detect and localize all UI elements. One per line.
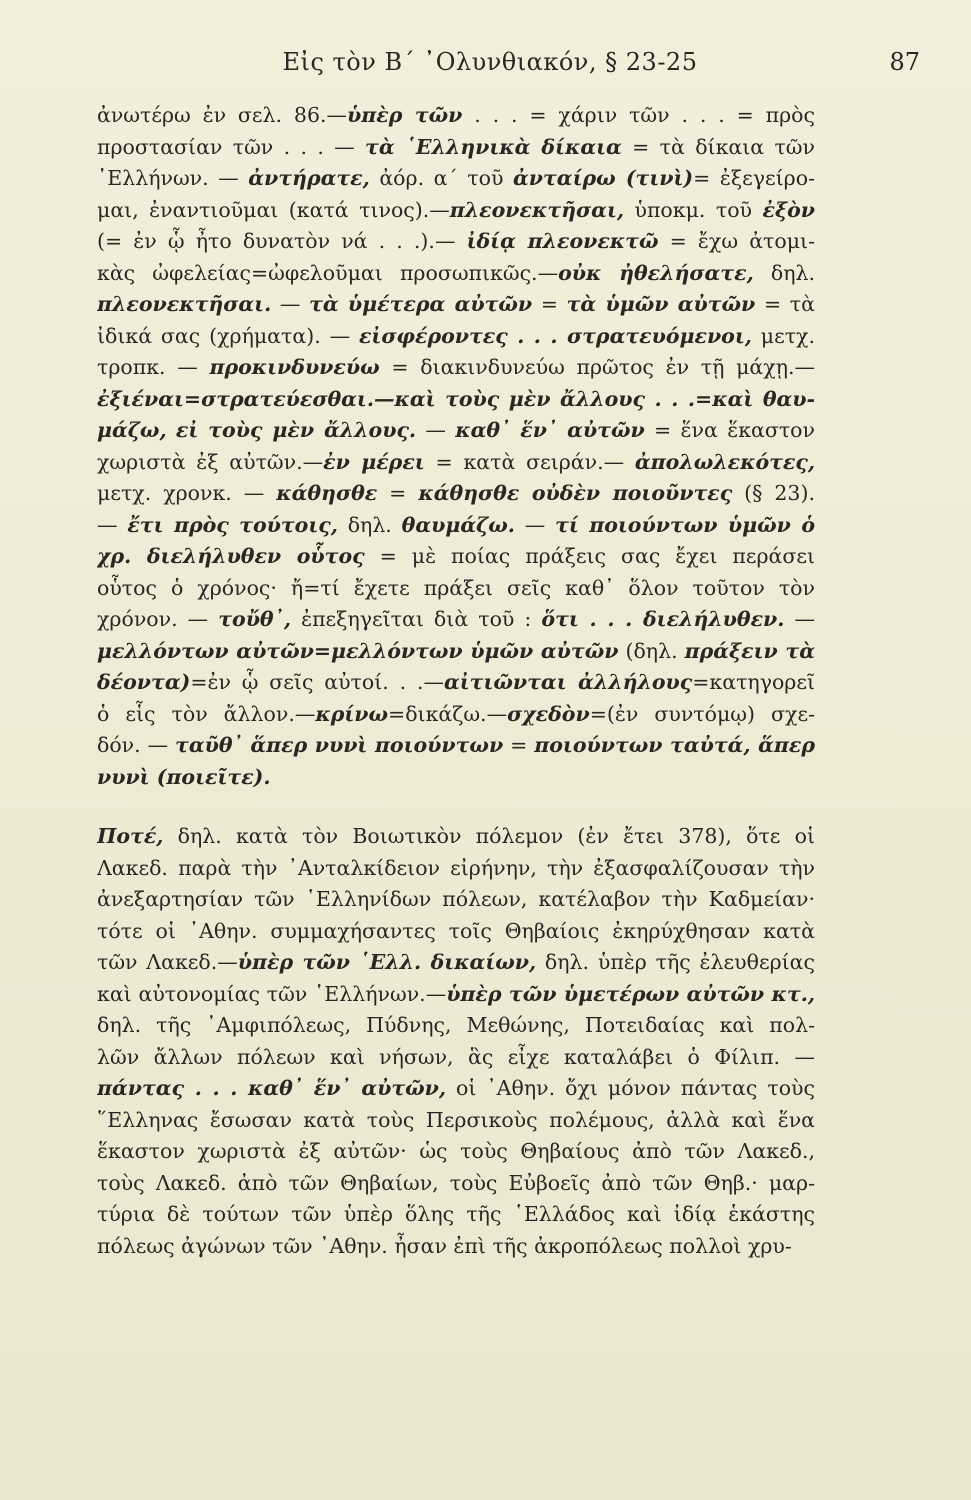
text-line: [97, 636, 815, 668]
lemma: αἰτιῶνται ἀλλήλους: [443, 670, 693, 694]
gloss: δηλ. ὑπὲρ τῆς ἐλευθερίας: [536, 950, 815, 974]
text-line: [97, 1073, 815, 1105]
gloss: =: [503, 733, 535, 757]
gloss: πόλεως ἀγώνων τῶν ᾿Αθην. ἦσαν ἐπὶ τῆς ἀκροπόλεως πολλοὶ χρυ-: [97, 1233, 792, 1258]
text-line: [97, 821, 815, 853]
gloss: (δηλ.: [618, 638, 685, 663]
gloss: ὑποκμ. τοῦ: [624, 197, 763, 222]
lemma: καθ᾿ ἕν᾿ αὐτῶν: [455, 418, 645, 442]
text-line: [97, 447, 815, 479]
text-line: [97, 226, 815, 258]
page-number: 87: [889, 48, 920, 76]
text-line: [97, 884, 815, 916]
gloss: —: [514, 512, 556, 537]
lemma: τοὔθ᾿,: [218, 607, 291, 631]
gloss: δηλ. κατὰ τὸν Βοιωτικὸν πόλεμον (ἐν ἔτει 378), ὅτε οἱ: [163, 824, 815, 848]
gloss: (= ἐν ᾧ ἦτο δυνατὸν νά . . .).—: [97, 229, 467, 253]
lemma: σχεδὸν: [507, 701, 590, 726]
lemma: οὐκ ἠθελήσατε,: [558, 260, 754, 285]
lemma: ἰδίᾳ πλεονεκτῶ: [466, 229, 659, 253]
gloss: =δικάζω.—: [388, 701, 508, 726]
gloss: = ἔχω ἀτομι-: [658, 229, 815, 253]
lemma: τί ποιούντων ὑμῶν ὁ: [555, 512, 815, 537]
gloss: δόν. —: [97, 733, 176, 757]
lemma: πράξειν τὰ: [684, 638, 815, 663]
gloss: . . . = χάριν τῶν . . . = πρὸς: [462, 103, 815, 127]
lemma: δέοντα): [97, 670, 191, 694]
lemma: ὑπὲρ τῶν: [347, 103, 463, 127]
gloss: = μὲ ποίας πράξεις σας ἔχει περάσει: [364, 544, 815, 568]
gloss: =: [377, 481, 419, 505]
text-line: [97, 163, 815, 195]
lemma: κάθησθε οὐδὲν ποιοῦντες: [418, 481, 733, 505]
text-line: [97, 1199, 815, 1231]
gloss: Λακεδ. παρὰ τὴν ᾿Ανταλκίδειον εἰρήνην, τὴν ἐξασφαλίζουσαν τὴν: [97, 855, 815, 880]
lemma: ἔτι πρὸς τούτοις,: [127, 512, 338, 537]
lemma: μελλόντων αὐτῶν=μελλόντων ὑμῶν αὐτῶν: [97, 638, 619, 663]
gloss: ἕκαστον χωριστὰ ἐξ αὐτῶν· ὡς τοὺς Θηβαίους ἀπὸ τῶν Λακεδ.,: [97, 1139, 815, 1163]
text-line: [97, 1136, 815, 1168]
lemma: τὰ ὑμῶν αὐτῶν: [566, 292, 756, 316]
text-line: [97, 195, 815, 227]
gloss: δηλ. τῆς ᾿Αμφιπόλεως, Πύδνης, Μεθώνης, Ποτειδαίας καὶ πολ-: [97, 1013, 815, 1037]
text-line: [97, 541, 815, 573]
lemma: χρ. διελήλυθεν οὗτος: [97, 544, 365, 568]
gloss: =κατηγορεῖ: [692, 670, 815, 694]
text-line: [97, 258, 815, 290]
gloss: μαι, ἐναντιοῦμαι (κατά τινος).—: [97, 197, 450, 222]
lemma: εἰσφέροντες . . . στρατευόμενοι,: [358, 323, 752, 348]
lemma: ὅτι . . . διελήλυθεν.: [541, 607, 785, 631]
gloss: ῾Ελλήνων. —: [97, 166, 249, 190]
lemma: ὑπὲρ τῶν ῾Ελλ. δικαίων,: [237, 950, 537, 974]
gloss: = ἕνα ἕκαστον: [644, 418, 815, 442]
lemma: ἐν μέρει: [323, 449, 425, 474]
gloss: οὗτος ὁ χρόνος· ἤ=τί ἔχετε πράξει σεῖς καθ᾿ ὅλον τοῦτον τὸν: [97, 575, 815, 600]
gloss: = ἐξεγείρο-: [693, 166, 815, 190]
gloss: (§ 23).: [732, 481, 815, 505]
gloss: = τὰ δίκαια τῶν: [621, 134, 815, 159]
text-line: [97, 853, 815, 885]
lemma: ἐξιέναι=στρατεύεσθαι.—καὶ τοὺς μὲν ἄλλους . . .=καὶ θαυ-: [97, 386, 815, 411]
text-line: [97, 604, 815, 636]
lemma: ἐξὸν: [762, 197, 815, 222]
lemma: Ποτέ,: [97, 824, 164, 848]
gloss: μετχ. χρονκ. —: [97, 481, 277, 505]
gloss: λῶν ἄλλων πόλεων καὶ νήσων, ἃς εἶχε καταλάβει ὁ Φίλιπ. —: [97, 1044, 815, 1069]
gloss: —: [784, 607, 815, 631]
gloss: τῶν Λακεδ.—: [97, 950, 238, 974]
gloss: μετχ.: [751, 323, 815, 348]
gloss: = τὰ: [755, 292, 815, 316]
gloss: δηλ.: [753, 260, 815, 285]
text-line: [97, 478, 815, 510]
text-line: [97, 730, 815, 762]
text-line: [97, 762, 815, 794]
gloss: δηλ.: [337, 512, 402, 537]
gloss: τροπκ. —: [97, 355, 210, 379]
text-line: [97, 1010, 815, 1042]
text-line: [97, 1042, 815, 1074]
text-line: [97, 667, 815, 699]
text-line: [97, 352, 815, 384]
text-line: [97, 699, 815, 731]
running-title: Εἰς τὸν Β΄ ᾿Ολυνθιακόν, § 23-25: [282, 48, 698, 76]
gloss: =(ἐν συντόμῳ) σχε-: [589, 701, 815, 726]
gloss: καὶ αὐτονομίας τῶν ῾Ελλήνων.—: [97, 981, 447, 1006]
text-line: [97, 573, 815, 605]
text-line: [97, 1168, 815, 1200]
gloss: = κατὰ σειράν.—: [424, 449, 635, 474]
gloss: τότε οἱ ᾿Αθην. συμμαχήσαντες τοῖς Θηβαίοις ἐκηρύχθησαν κατὰ: [97, 918, 815, 943]
text-line: [97, 510, 815, 542]
text-line: [97, 979, 815, 1011]
lemma: ἀπολωλεκότες,: [634, 449, 815, 474]
gloss: = διακινδυνεύω πρῶτος ἐν τῇ μάχῃ.—: [379, 355, 815, 379]
gloss: ἐπεξηγεῖται διὰ τοῦ :: [291, 607, 542, 631]
lemma: τὰ ὑμέτερα αὐτῶν: [309, 292, 533, 316]
gloss: ἀόρ. α΄ τοῦ: [369, 166, 514, 190]
gloss: τοὺς Λακεδ. ἀπὸ τῶν Θηβαίων, τοὺς Εὐβοεῖς ἀπὸ τῶν Θηβ.· μαρ-: [97, 1170, 815, 1195]
gloss: προστασίαν τῶν . . . —: [97, 134, 366, 159]
lemma: ἀντήρατε,: [248, 166, 370, 190]
gloss: ἀνεξαρτησίαν τῶν ῾Ελληνίδων πόλεων, κατέλαβον τὴν Καδμείαν·: [97, 887, 815, 911]
text-line: [97, 415, 815, 447]
text-line: [97, 100, 815, 132]
text-line: [97, 289, 815, 321]
gloss: ῞Ελληνας ἔσωσαν κατὰ τοὺς Περσικοὺς πολέμους, ἀλλὰ καὶ ἕνα: [97, 1107, 815, 1132]
gloss: —: [97, 512, 128, 537]
gloss: =: [532, 292, 567, 316]
commentary-text: [97, 100, 815, 1262]
text-line: [97, 1231, 815, 1263]
gloss: =ἐν ᾧ σεῖς αὐτοί. . .—: [190, 670, 444, 694]
lemma: μάζω,: [97, 418, 167, 442]
running-header: [60, 42, 920, 82]
lemma: κάθησθε: [276, 481, 378, 505]
gloss: οἱ ᾿Αθην. ὄχι μόνον πάντας τοὺς: [446, 1076, 815, 1100]
lemma: κρίνω: [315, 701, 389, 726]
gloss: ὁ εἷς τὸν ἄλλον.—: [97, 701, 316, 726]
gloss: ἰδικά σας (χρήματα). —: [97, 323, 359, 348]
text-line: [97, 1105, 815, 1137]
gloss: [167, 418, 176, 442]
gloss: ἀνωτέρω ἐν σελ. 86.—: [97, 103, 348, 127]
lemma: πάντας . . . καθ᾿ ἕν᾿ αὐτῶν,: [97, 1076, 446, 1100]
lemma: ὑπὲρ τῶν ὑμετέρων αὐτῶν κτ.,: [446, 981, 815, 1006]
gloss: τύρια δὲ τούτων τῶν ὑπὲρ ὅλης τῆς ῾Ελλάδος καὶ ἰδίᾳ ἑκάστης: [97, 1202, 815, 1226]
gloss: χωριστὰ ἐξ αὐτῶν.—: [97, 449, 324, 474]
gloss: —: [271, 292, 310, 316]
lemma: ἀνταίρω (τινὶ): [513, 166, 694, 190]
text-line: [97, 384, 815, 416]
gloss: —: [416, 418, 456, 442]
text-line: [97, 916, 815, 948]
lemma: τὰ ῾Ελληνικὰ δίκαια: [365, 134, 622, 159]
lemma: ταῦθ᾿ ἅπερ νυνὶ ποιούντων: [175, 733, 504, 757]
lemma: θαυμάζω.: [401, 512, 515, 537]
gloss: χρόνον. —: [97, 607, 219, 631]
lemma: εἰ τοὺς μὲν ἄλλους.: [175, 418, 417, 442]
paragraph-gap: [97, 793, 815, 821]
lemma: πλεονεκτῆσαι,: [449, 197, 625, 222]
gloss: κὰς ὠφελείας=ὠφελοῦμαι προσωπικῶς.—: [97, 260, 559, 285]
text-line: [97, 321, 815, 353]
text-line: [97, 947, 815, 979]
lemma: νυνὶ (ποιεῖτε).: [97, 764, 271, 789]
lemma: προκινδυνεύω: [209, 355, 380, 379]
lemma: πλεονεκτῆσαι.: [97, 292, 272, 316]
text-line: [97, 132, 815, 164]
lemma: ποιούντων ταὐτά, ἅπερ: [534, 733, 815, 757]
